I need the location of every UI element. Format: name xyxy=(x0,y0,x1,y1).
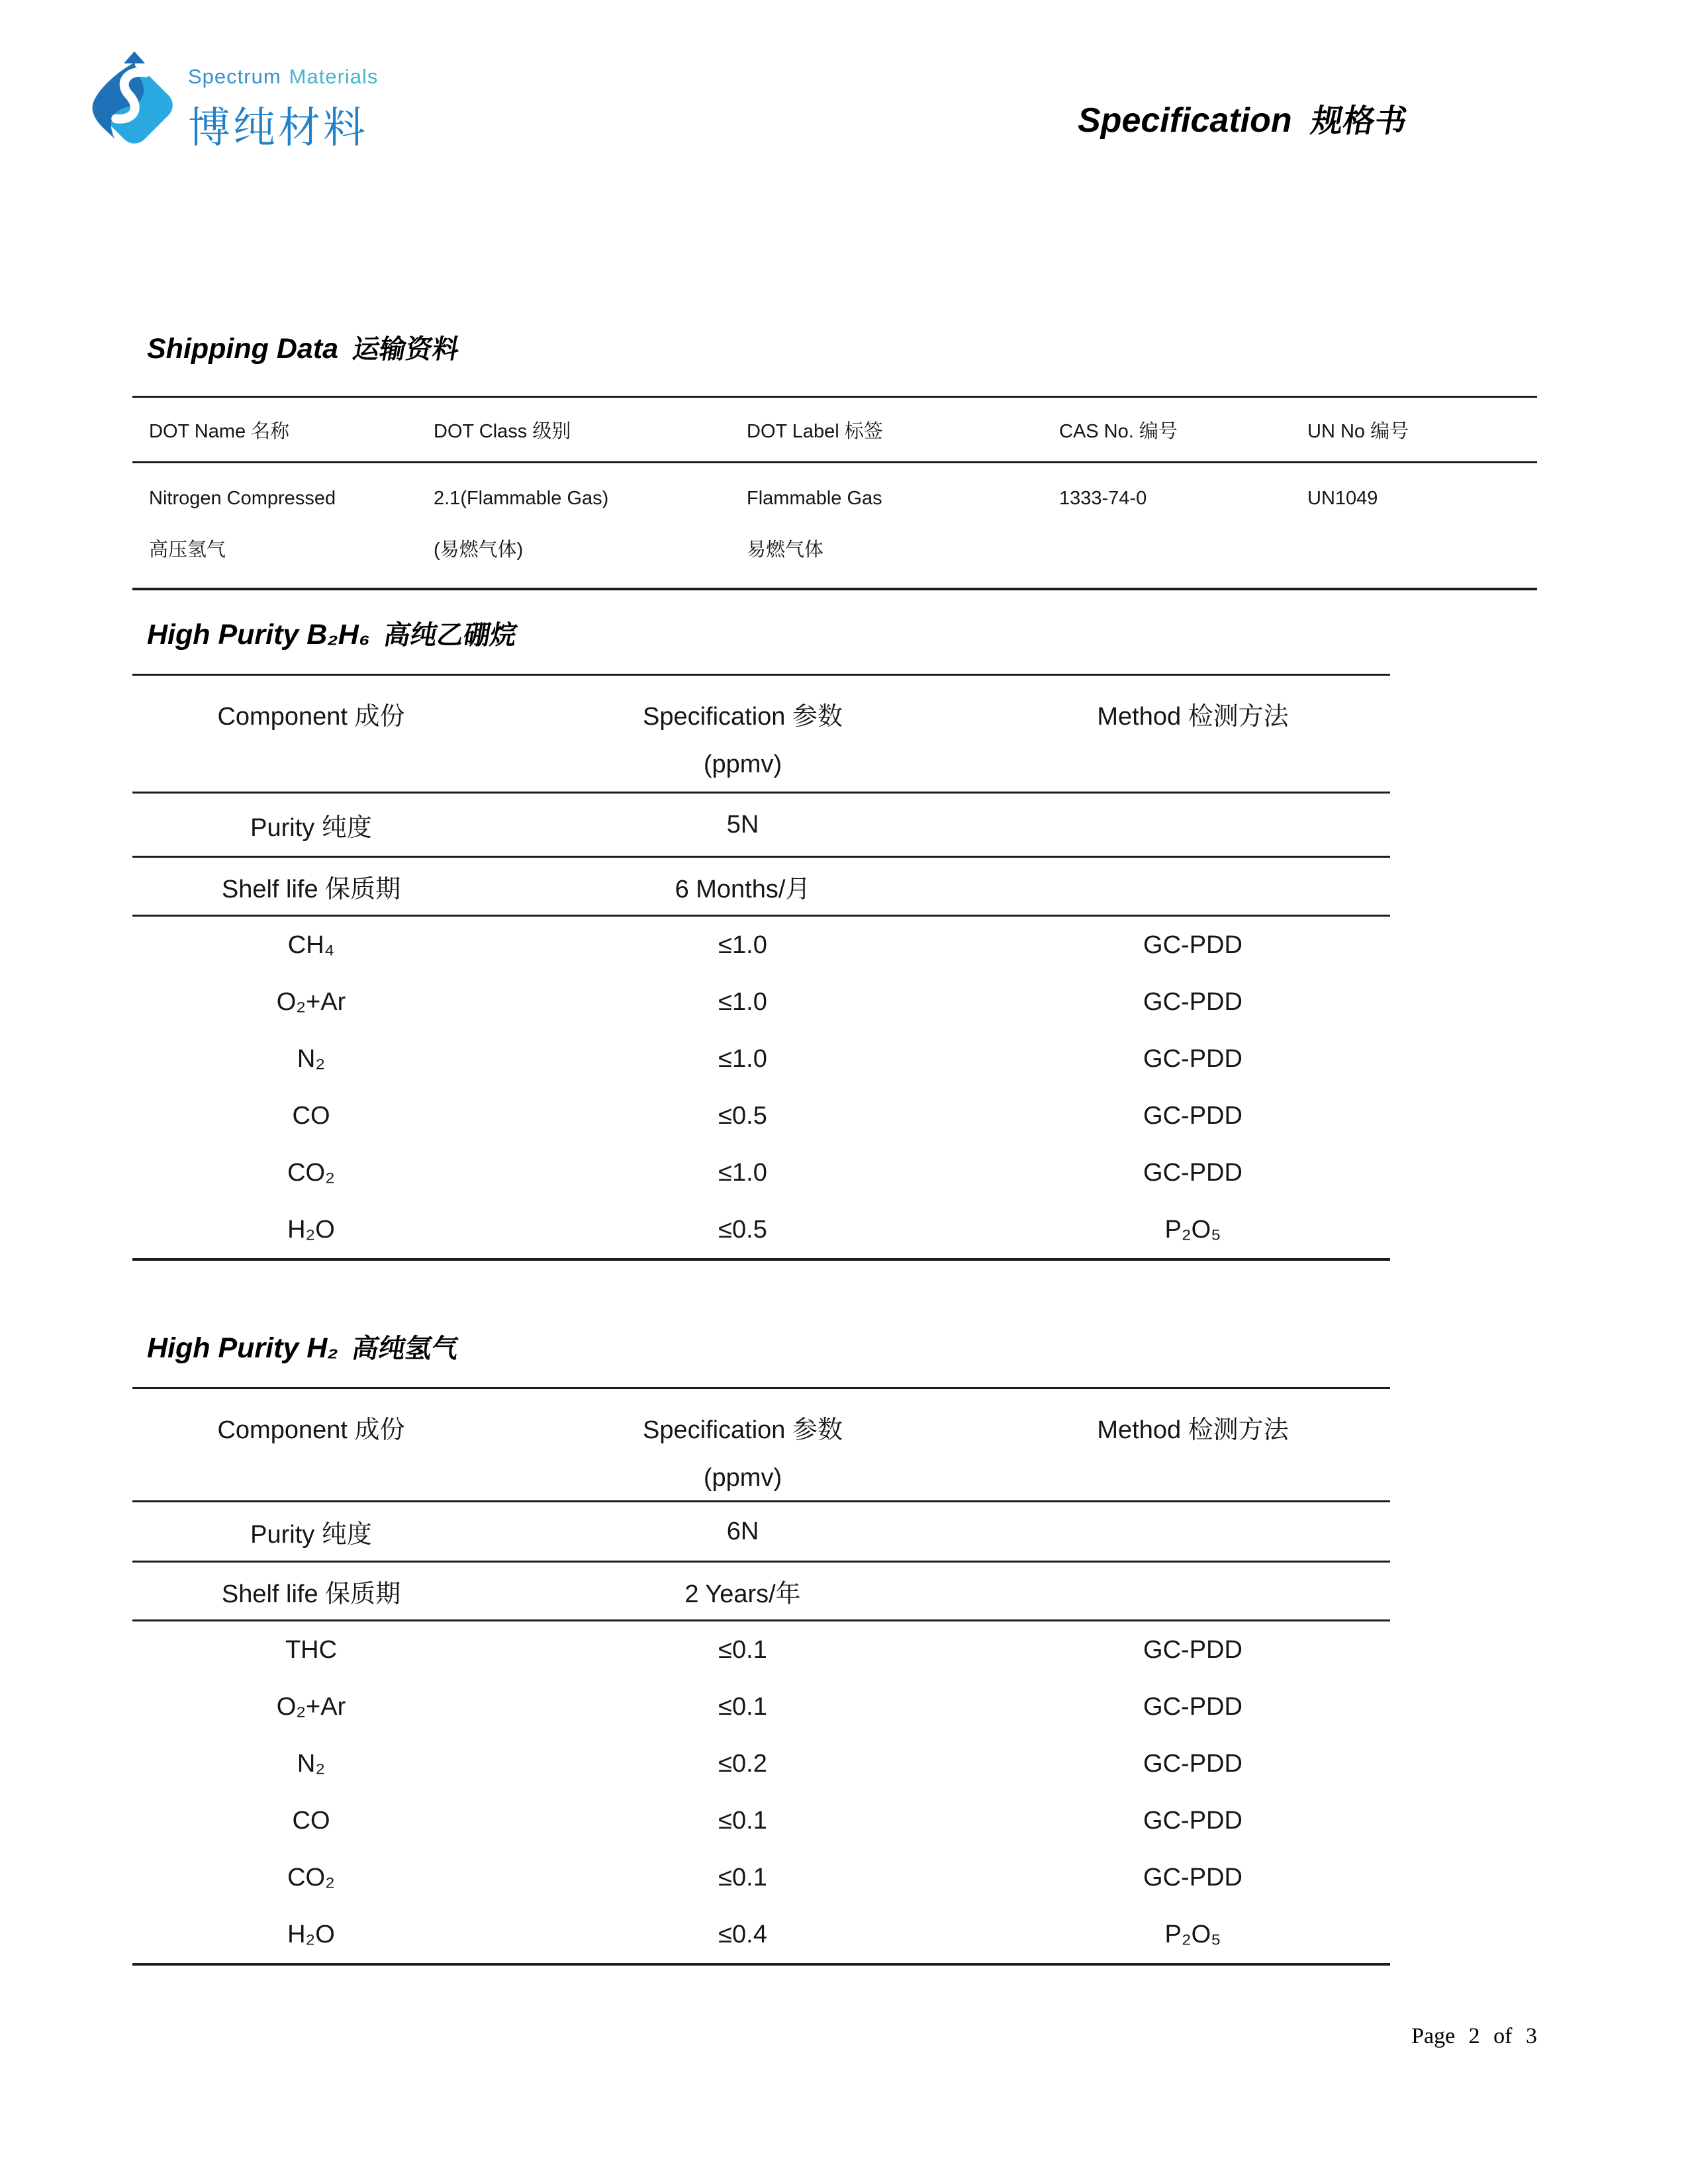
un-no-cell xyxy=(1307,473,1537,576)
b2h6-heading-zh: 高纯乙硼烷 xyxy=(381,621,520,650)
b2h6-heading xyxy=(147,614,520,652)
dot-class-en: 2.1(Flammable Gas) xyxy=(434,488,609,509)
purity-value: 6N xyxy=(726,1517,759,1545)
method-cell: GC-PDD xyxy=(1143,1158,1243,1187)
component-cell: O₂+Ar xyxy=(276,1692,346,1721)
cas-no-cell xyxy=(1059,473,1307,576)
shipping-table-header-row xyxy=(132,398,1537,461)
method-cell: GC-PDD xyxy=(1143,931,1243,959)
spec-cell: ≤0.1 xyxy=(718,1692,767,1721)
method-cell: GC-PDD xyxy=(1143,1749,1243,1778)
ppmv-unit-label: (ppmv) xyxy=(703,751,782,778)
b2h6-shelf-life-row xyxy=(132,858,1390,915)
table-row xyxy=(132,1201,1390,1258)
purity-label: Purity 纯度 xyxy=(250,813,372,842)
shipping-table xyxy=(132,396,1537,590)
shipping-heading-zh: 运输资料 xyxy=(350,335,461,364)
method-cell: GC-PDD xyxy=(1143,1044,1243,1073)
document-title-en: Specification xyxy=(1078,101,1292,140)
spec-cell: ≤0.5 xyxy=(718,1101,767,1130)
brand-text xyxy=(188,65,378,155)
dot-label-cell xyxy=(747,473,1059,576)
b2h6-header-row xyxy=(132,676,1390,792)
component-cell: O₂+Ar xyxy=(276,987,346,1016)
brand-word-materials: Materials xyxy=(289,65,379,88)
dot-label-zh: 易燃气体 xyxy=(747,539,824,561)
b2h6-table xyxy=(132,674,1390,1261)
h2-heading xyxy=(147,1328,459,1365)
page-number: Page 2 of 3 xyxy=(1411,2024,1537,2048)
method-cell: P₂O₅ xyxy=(1164,1215,1221,1244)
column-header-component: Component 成份 xyxy=(217,703,405,731)
divider xyxy=(132,1963,1390,1966)
dot-class-zh: (易燃气体) xyxy=(434,539,524,561)
document-title-zh: 规格书 xyxy=(1308,104,1410,139)
column-header-dot-label: DOT Label 标签 xyxy=(747,420,883,442)
table-row xyxy=(132,1144,1390,1201)
table-row xyxy=(132,1735,1390,1792)
spectrum-logo-icon xyxy=(85,46,184,164)
shelf-life-value: 2 Years/年 xyxy=(684,1580,801,1608)
spec-cell: ≤1.0 xyxy=(718,1044,767,1073)
spec-cell: ≤0.1 xyxy=(718,1806,767,1835)
purity-value: 5N xyxy=(726,810,759,839)
spec-cell: ≤1.0 xyxy=(718,931,767,959)
column-header-dot-name: DOT Name 名称 xyxy=(149,420,290,442)
component-cell: CO xyxy=(292,1101,330,1130)
spec-cell: ≤1.0 xyxy=(718,1158,767,1187)
dot-name-zh: 高压氢气 xyxy=(149,539,226,561)
component-cell: H₂O xyxy=(287,1215,335,1244)
table-row xyxy=(132,1849,1390,1906)
spec-cell: ≤0.1 xyxy=(718,1635,767,1664)
spec-cell: ≤1.0 xyxy=(718,987,767,1016)
spec-cell: ≤0.2 xyxy=(718,1749,767,1778)
h2-table xyxy=(132,1387,1390,1966)
table-row xyxy=(132,1621,1390,1678)
component-cell: H₂O xyxy=(287,1920,335,1948)
h2-header-row xyxy=(132,1389,1390,1500)
column-header-specification: Specification 参数 (ppmv) xyxy=(490,676,996,792)
table-row xyxy=(132,974,1390,1030)
h2-shelf-life-row xyxy=(132,1563,1390,1619)
dot-name-en: Nitrogen Compressed xyxy=(149,488,336,509)
table-row xyxy=(132,1030,1390,1087)
table-row xyxy=(132,1792,1390,1849)
b2h6-purity-row xyxy=(132,794,1390,856)
component-cell: CO₂ xyxy=(287,1863,335,1891)
shipping-data-heading xyxy=(147,328,459,366)
table-row xyxy=(132,917,1390,974)
spec-cell: ≤0.4 xyxy=(718,1920,767,1948)
ppmv-unit-label: (ppmv) xyxy=(703,1464,782,1492)
shelf-life-label: Shelf life 保质期 xyxy=(221,1580,401,1608)
b2h6-heading-en: High Purity B₂H₆ xyxy=(147,619,370,651)
purity-label: Purity 纯度 xyxy=(250,1520,372,1549)
method-cell: GC-PDD xyxy=(1143,1692,1243,1721)
dot-label-en: Flammable Gas xyxy=(747,488,882,509)
column-header-method: Method 检测方法 xyxy=(1097,703,1289,731)
h2-heading-en: High Purity H₂ xyxy=(147,1332,338,1364)
brand-name-en xyxy=(188,65,378,89)
dot-name-cell xyxy=(132,473,434,576)
method-cell: GC-PDD xyxy=(1143,1863,1243,1891)
h2-heading-zh: 高纯氢气 xyxy=(350,1334,461,1363)
component-cell: CH₄ xyxy=(287,931,335,959)
method-cell: GC-PDD xyxy=(1143,1101,1243,1130)
table-row xyxy=(132,1906,1390,1963)
shipping-heading-en: Shipping Data xyxy=(147,333,339,365)
component-cell: CO₂ xyxy=(287,1158,335,1187)
column-header-cas-no: CAS No. 编号 xyxy=(1059,420,1178,442)
method-cell: GC-PDD xyxy=(1143,987,1243,1016)
brand-name-zh: 博纯材料 xyxy=(188,104,368,152)
component-cell: THC xyxy=(285,1635,338,1664)
method-cell: GC-PDD xyxy=(1143,1635,1243,1664)
un-no-value: UN1049 xyxy=(1307,488,1378,509)
component-cell: N₂ xyxy=(297,1749,326,1778)
table-row xyxy=(132,1087,1390,1144)
component-cell: CO xyxy=(292,1806,330,1835)
column-header-dot-class: DOT Class 级别 xyxy=(434,420,571,442)
table-row xyxy=(132,1678,1390,1735)
document-title xyxy=(1078,95,1410,141)
column-header-method: Method 检测方法 xyxy=(1097,1416,1289,1444)
divider xyxy=(132,1258,1390,1261)
shelf-life-label: Shelf life 保质期 xyxy=(221,875,401,903)
column-header-un-no: UN No 编号 xyxy=(1307,420,1409,442)
spec-cell: ≤0.1 xyxy=(718,1863,767,1891)
method-cell: GC-PDD xyxy=(1143,1806,1243,1835)
shipping-table-data-row xyxy=(132,463,1537,588)
brand-word-spectrum: Spectrum xyxy=(188,65,281,88)
column-header-specification: Specification 参数 (ppmv) xyxy=(490,1389,996,1500)
cas-no-value: 1333-74-0 xyxy=(1059,488,1147,509)
h2-purity-row xyxy=(132,1502,1390,1561)
column-header-component: Component 成份 xyxy=(217,1416,405,1444)
dot-class-cell xyxy=(434,473,747,576)
divider xyxy=(132,588,1537,590)
component-cell: N₂ xyxy=(297,1044,326,1073)
spec-cell: ≤0.5 xyxy=(718,1215,767,1244)
method-cell: P₂O₅ xyxy=(1164,1920,1221,1948)
shelf-life-value: 6 Months/月 xyxy=(675,875,811,903)
